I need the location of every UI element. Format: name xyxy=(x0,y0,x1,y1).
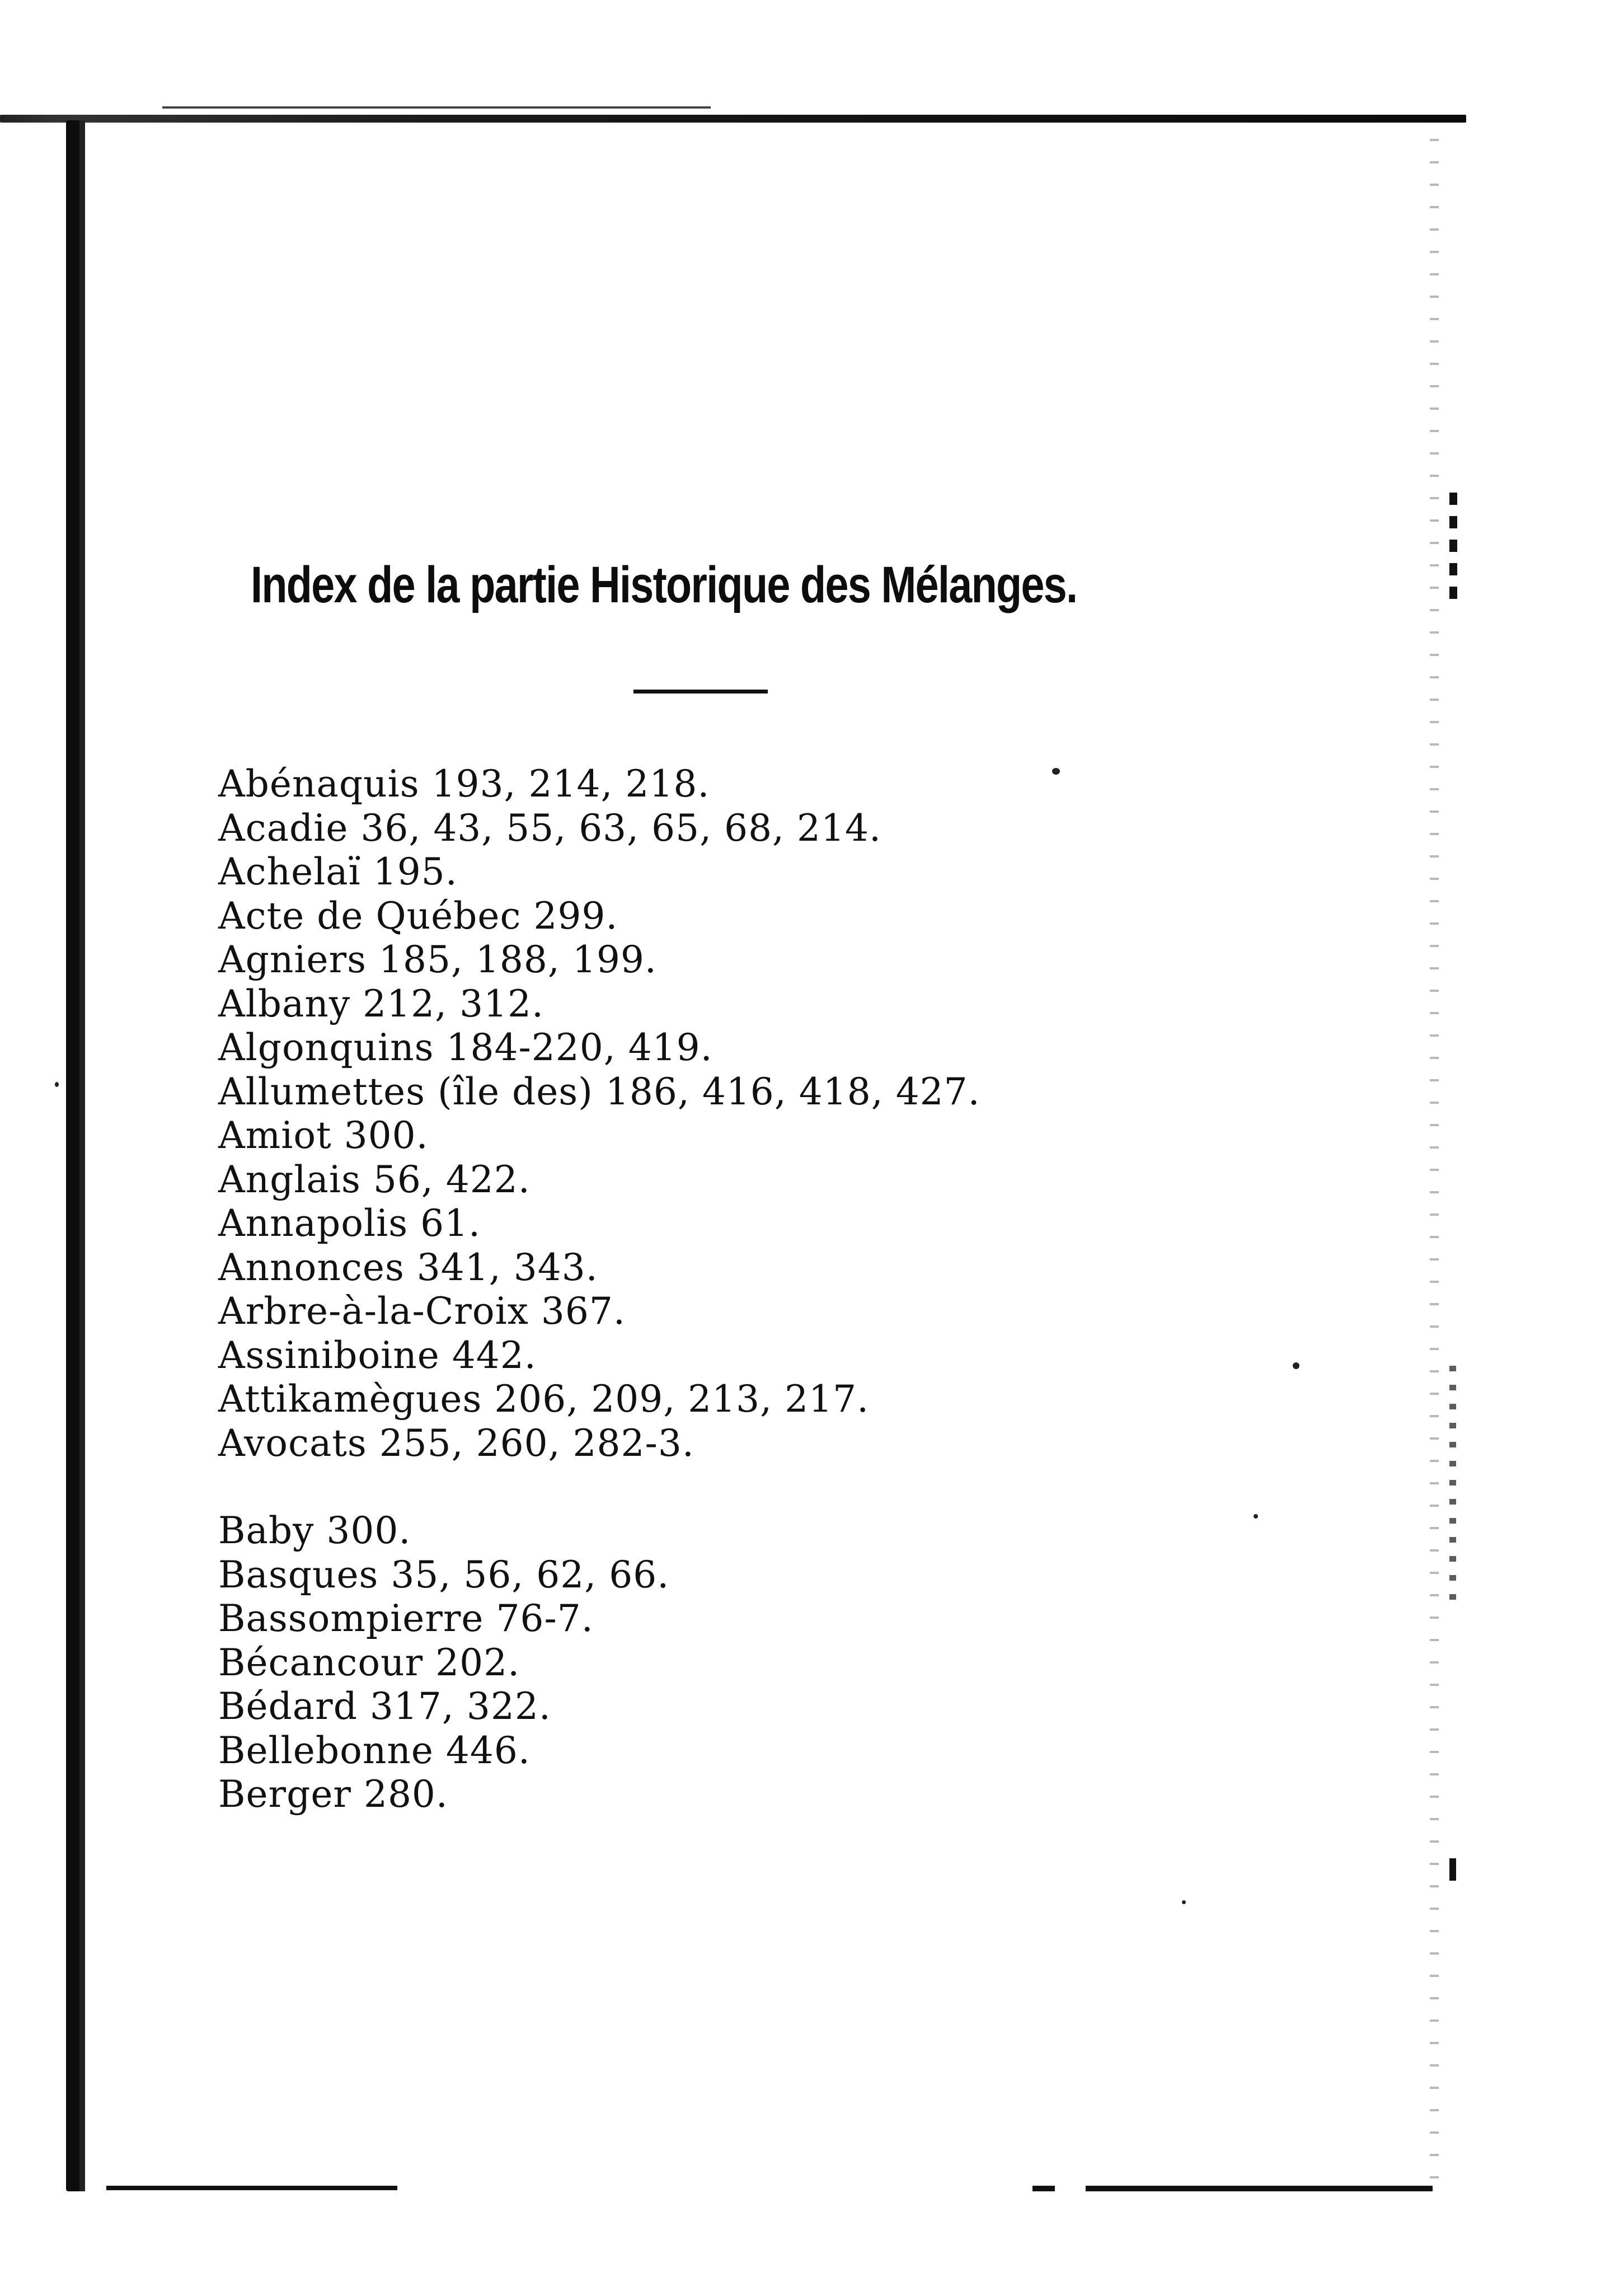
scan-speck xyxy=(55,1082,59,1087)
index-entry: Baby 300. xyxy=(218,1509,411,1552)
index-entry: Basques 35, 56, 62, 66. xyxy=(218,1553,670,1596)
title-divider-rule xyxy=(633,690,768,694)
index-entry: Achelaï 195. xyxy=(218,850,458,893)
index-entry: Amiot 300. xyxy=(218,1114,429,1157)
scan-artifact-right-edge xyxy=(1430,129,1439,2189)
index-entry: Arbre-à-la-Croix 367. xyxy=(218,1290,626,1333)
index-entry: Bellebonne 446. xyxy=(218,1728,531,1772)
index-group-b xyxy=(218,1509,1337,1817)
index-title: Index de la partie Historique des Mélanges. xyxy=(251,556,1077,613)
index-entry: Annonces 341, 343. xyxy=(218,1245,598,1289)
scan-artifact-bottom-edge-right xyxy=(1086,2186,1433,2191)
index-entry: Acadie 36, 43, 55, 63, 65, 68, 214. xyxy=(218,806,881,850)
index-entry: Berger 280. xyxy=(218,1773,448,1816)
scan-artifact-right-marks-upper xyxy=(1449,493,1457,599)
index-entry: Avocats 255, 260, 282-3. xyxy=(218,1421,694,1465)
scan-artifact-right-marks-lower xyxy=(1449,1858,1456,1881)
scan-artifact-bottom-edge-left xyxy=(106,2186,397,2190)
index-entry: Annapolis 61. xyxy=(218,1202,481,1245)
scan-artifact-top-thin-line xyxy=(162,106,711,109)
index-entry: Bédard 317, 322. xyxy=(218,1685,551,1728)
index-entry: Assiniboine 442. xyxy=(218,1333,537,1377)
index-group-a xyxy=(218,762,1337,1465)
scan-artifact-top-edge xyxy=(0,115,1466,123)
scan-artifact-bottom-dash xyxy=(1032,2186,1055,2191)
scan-artifact-left-binding-shadow xyxy=(66,120,85,2191)
index-entry: Anglais 56, 422. xyxy=(218,1158,531,1201)
index-entry: Acte de Québec 299. xyxy=(218,894,618,938)
index-entries xyxy=(218,762,1337,1817)
index-entry: Bécancour 202. xyxy=(218,1641,520,1684)
index-entry: Agniers 185, 188, 199. xyxy=(218,938,657,981)
index-entry: Bassompierre 76-7. xyxy=(218,1597,594,1640)
index-entry: Allumettes (île des) 186, 416, 418, 427. xyxy=(218,1070,980,1113)
index-entry: Algonquins 184-220, 419. xyxy=(218,1026,713,1069)
index-entry: Abénaquis 193, 214, 218. xyxy=(218,762,710,805)
index-entry: Albany 212, 312. xyxy=(218,982,545,1025)
index-entry: Attikamègues 206, 209, 213, 217. xyxy=(218,1377,870,1421)
scan-speck xyxy=(1182,1900,1186,1904)
scan-artifact-right-marks-middle xyxy=(1449,1366,1456,1601)
